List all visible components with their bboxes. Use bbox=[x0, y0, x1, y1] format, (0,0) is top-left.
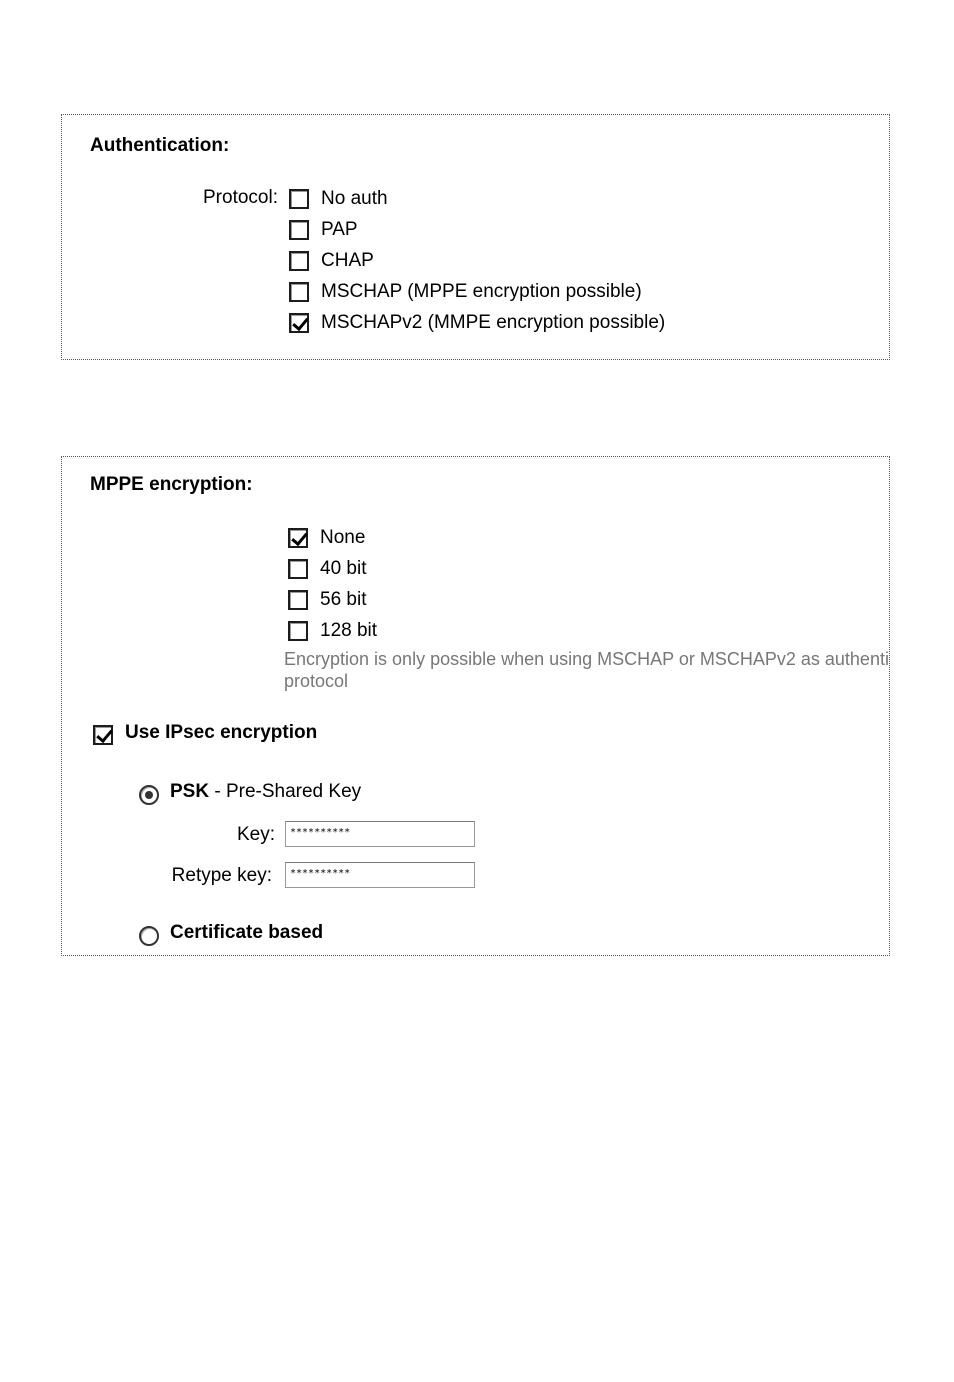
mppe-40bit-label: 40 bit bbox=[320, 558, 367, 579]
radio-certificate-based[interactable] bbox=[139, 926, 159, 946]
no-auth-label: No auth bbox=[321, 188, 388, 209]
authentication-panel bbox=[61, 114, 890, 360]
key-label: Key: bbox=[237, 824, 276, 845]
retype-key-label: Retype key: bbox=[171, 865, 272, 886]
retype-key-input[interactable]: ********** bbox=[285, 862, 475, 888]
checkbox-chap[interactable] bbox=[289, 251, 309, 271]
mppe-56bit-label: 56 bit bbox=[320, 589, 367, 610]
checkbox-pap[interactable] bbox=[289, 220, 309, 240]
chap-label: CHAP bbox=[321, 250, 374, 271]
authentication-title: Authentication: bbox=[90, 135, 230, 156]
pap-label: PAP bbox=[321, 219, 358, 240]
checkbox-mppe-128bit[interactable] bbox=[288, 621, 308, 641]
checkbox-no-auth[interactable] bbox=[289, 189, 309, 209]
mschapv2-label: MSCHAPv2 (MMPE encryption possible) bbox=[321, 312, 666, 333]
psk-label bbox=[170, 781, 361, 803]
mppe-128bit-label: 128 bit bbox=[320, 620, 378, 641]
checkbox-mschapv2[interactable] bbox=[289, 313, 309, 333]
checkbox-mppe-56bit[interactable] bbox=[288, 590, 308, 610]
key-input[interactable]: ********** bbox=[285, 821, 475, 847]
checkbox-mppe-40bit[interactable] bbox=[288, 559, 308, 579]
mschap-label: MSCHAP (MPPE encryption possible) bbox=[321, 281, 642, 302]
checkbox-use-ipsec[interactable] bbox=[93, 725, 113, 745]
mppe-none-label: None bbox=[320, 527, 366, 548]
use-ipsec-label: Use IPsec encryption bbox=[125, 722, 318, 743]
psk-label-rest: - Pre-Shared Key bbox=[209, 781, 362, 802]
mppe-title: MPPE encryption: bbox=[90, 474, 253, 495]
psk-label-bold: PSK bbox=[170, 781, 210, 802]
mppe-encryption-panel bbox=[61, 456, 890, 956]
checkbox-mppe-none[interactable] bbox=[288, 528, 308, 548]
encryption-note-line1: Encryption is only possible when using MSCHAP or MSCHAPv2 as authenti bbox=[284, 649, 889, 669]
encryption-note-line2: protocol bbox=[284, 671, 349, 691]
checkbox-mschap[interactable] bbox=[289, 282, 309, 302]
radio-psk[interactable] bbox=[139, 785, 159, 805]
protocol-label: Protocol: bbox=[203, 187, 278, 208]
certificate-based-label: Certificate based bbox=[170, 922, 324, 943]
